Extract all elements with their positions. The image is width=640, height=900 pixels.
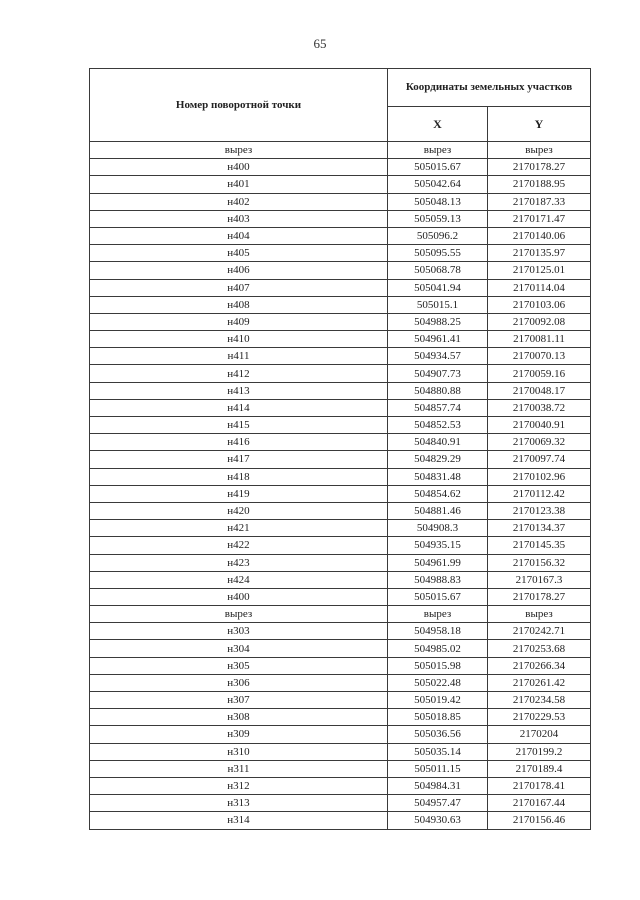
cell-y: 2170261.42 bbox=[488, 674, 591, 691]
table-row bbox=[90, 142, 591, 159]
cell-y: вырез bbox=[488, 606, 591, 623]
cell-x: 505015.67 bbox=[388, 588, 488, 605]
cell-x: 504829.29 bbox=[388, 451, 488, 468]
table-row bbox=[90, 760, 591, 777]
table-row bbox=[90, 777, 591, 794]
cell-point: н303 bbox=[90, 623, 388, 640]
cell-point: н305 bbox=[90, 657, 388, 674]
table-row bbox=[90, 331, 591, 348]
cell-point: н404 bbox=[90, 227, 388, 244]
cell-y: 2170145.35 bbox=[488, 537, 591, 554]
cell-point: н406 bbox=[90, 262, 388, 279]
table-row bbox=[90, 657, 591, 674]
table-row bbox=[90, 502, 591, 519]
cell-y: 2170097.74 bbox=[488, 451, 591, 468]
cell-y: 2170125.01 bbox=[488, 262, 591, 279]
cell-x: 504935.15 bbox=[388, 537, 488, 554]
cell-x: 504934.57 bbox=[388, 348, 488, 365]
cell-y: 2170199.2 bbox=[488, 743, 591, 760]
table-row bbox=[90, 795, 591, 812]
cell-y: 2170189.4 bbox=[488, 760, 591, 777]
cell-point: н309 bbox=[90, 726, 388, 743]
cell-x: 504961.41 bbox=[388, 331, 488, 348]
cell-point: н419 bbox=[90, 485, 388, 502]
cell-y: 2170048.17 bbox=[488, 382, 591, 399]
table-row bbox=[90, 262, 591, 279]
cell-point: н408 bbox=[90, 296, 388, 313]
cell-x: 504907.73 bbox=[388, 365, 488, 382]
table-row bbox=[90, 743, 591, 760]
cell-point: н304 bbox=[90, 640, 388, 657]
cell-y: 2170229.53 bbox=[488, 709, 591, 726]
table-row bbox=[90, 451, 591, 468]
cell-x: 504881.46 bbox=[388, 502, 488, 519]
cell-y: 2170070.13 bbox=[488, 348, 591, 365]
cell-x: 505015.98 bbox=[388, 657, 488, 674]
cell-point: н311 bbox=[90, 760, 388, 777]
cell-point: н314 bbox=[90, 812, 388, 829]
cell-x: вырез bbox=[388, 606, 488, 623]
cell-y: 2170134.37 bbox=[488, 520, 591, 537]
cell-y: 2170123.38 bbox=[488, 502, 591, 519]
cell-point: н415 bbox=[90, 417, 388, 434]
cell-point: н411 bbox=[90, 348, 388, 365]
cell-y: 2170167.3 bbox=[488, 571, 591, 588]
table-row bbox=[90, 554, 591, 571]
cell-point: н418 bbox=[90, 468, 388, 485]
cell-y: 2170069.32 bbox=[488, 434, 591, 451]
table-row bbox=[90, 588, 591, 605]
table-row bbox=[90, 709, 591, 726]
table-row bbox=[90, 468, 591, 485]
cell-point: н410 bbox=[90, 331, 388, 348]
page-number: 65 bbox=[313, 36, 327, 51]
cell-y: 2170178.27 bbox=[488, 159, 591, 176]
header-y: Y bbox=[488, 106, 591, 142]
cell-y: 2170102.96 bbox=[488, 468, 591, 485]
cell-point: н420 bbox=[90, 502, 388, 519]
cell-x: 505036.56 bbox=[388, 726, 488, 743]
cell-x: 505059.13 bbox=[388, 210, 488, 227]
header-x: X bbox=[388, 106, 488, 142]
table-row bbox=[90, 296, 591, 313]
table-row bbox=[90, 382, 591, 399]
cell-y: 2170112.42 bbox=[488, 485, 591, 502]
cell-x: вырез bbox=[388, 142, 488, 159]
cell-x: 505095.55 bbox=[388, 245, 488, 262]
table-row bbox=[90, 434, 591, 451]
cell-point: н405 bbox=[90, 245, 388, 262]
cell-point: вырез bbox=[90, 606, 388, 623]
table-row bbox=[90, 159, 591, 176]
table-row bbox=[90, 313, 591, 330]
table-row bbox=[90, 176, 591, 193]
cell-y: 2170234.58 bbox=[488, 692, 591, 709]
cell-y: 2170171.47 bbox=[488, 210, 591, 227]
cell-x: 505015.1 bbox=[388, 296, 488, 313]
cell-x: 504988.25 bbox=[388, 313, 488, 330]
table-row bbox=[90, 417, 591, 434]
cell-y: 2170114.04 bbox=[488, 279, 591, 296]
coordinates-table bbox=[89, 68, 591, 830]
cell-y: 2170242.71 bbox=[488, 623, 591, 640]
cell-y: 2170187.33 bbox=[488, 193, 591, 210]
cell-point: н412 bbox=[90, 365, 388, 382]
table-row bbox=[90, 279, 591, 296]
table-row bbox=[90, 227, 591, 244]
header-coordinates: Координаты земельных участков bbox=[388, 69, 591, 107]
cell-x: 504988.83 bbox=[388, 571, 488, 588]
cell-point: н413 bbox=[90, 382, 388, 399]
cell-y: 2170204 bbox=[488, 726, 591, 743]
cell-x: 504985.02 bbox=[388, 640, 488, 657]
cell-x: 504831.48 bbox=[388, 468, 488, 485]
cell-x: 504984.31 bbox=[388, 777, 488, 794]
cell-y: 2170156.46 bbox=[488, 812, 591, 829]
cell-y: 2170059.16 bbox=[488, 365, 591, 382]
cell-point: н307 bbox=[90, 692, 388, 709]
table-row bbox=[90, 365, 591, 382]
cell-point: н423 bbox=[90, 554, 388, 571]
cell-x: 504840.91 bbox=[388, 434, 488, 451]
cell-x: 504908.3 bbox=[388, 520, 488, 537]
cell-y: 2170081.11 bbox=[488, 331, 591, 348]
cell-x: 504857.74 bbox=[388, 399, 488, 416]
cell-y: 2170266.34 bbox=[488, 657, 591, 674]
cell-point: н409 bbox=[90, 313, 388, 330]
table-row bbox=[90, 571, 591, 588]
cell-y: 2170092.08 bbox=[488, 313, 591, 330]
table-row bbox=[90, 674, 591, 691]
cell-point: н407 bbox=[90, 279, 388, 296]
cell-point: н416 bbox=[90, 434, 388, 451]
cell-y: 2170135.97 bbox=[488, 245, 591, 262]
cell-y: 2170188.95 bbox=[488, 176, 591, 193]
header-point-number: Номер поворотной точки bbox=[90, 69, 388, 142]
cell-x: 504961.99 bbox=[388, 554, 488, 571]
cell-point: н421 bbox=[90, 520, 388, 537]
cell-x: 504930.63 bbox=[388, 812, 488, 829]
table-row bbox=[90, 245, 591, 262]
cell-point: н401 bbox=[90, 176, 388, 193]
cell-point: н310 bbox=[90, 743, 388, 760]
table-row bbox=[90, 485, 591, 502]
cell-y: 2170178.27 bbox=[488, 588, 591, 605]
cell-point: н402 bbox=[90, 193, 388, 210]
table-row bbox=[90, 399, 591, 416]
cell-y: 2170156.32 bbox=[488, 554, 591, 571]
table-row bbox=[90, 193, 591, 210]
cell-point: н422 bbox=[90, 537, 388, 554]
table-row bbox=[90, 623, 591, 640]
cell-point: н313 bbox=[90, 795, 388, 812]
table-row bbox=[90, 520, 591, 537]
cell-x: 505018.85 bbox=[388, 709, 488, 726]
cell-point: н424 bbox=[90, 571, 388, 588]
cell-x: 504854.62 bbox=[388, 485, 488, 502]
cell-x: 505022.48 bbox=[388, 674, 488, 691]
cell-x: 505035.14 bbox=[388, 743, 488, 760]
cell-point: н400 bbox=[90, 588, 388, 605]
cell-x: 505068.78 bbox=[388, 262, 488, 279]
table-row bbox=[90, 606, 591, 623]
cell-y: вырез bbox=[488, 142, 591, 159]
cell-x: 504880.88 bbox=[388, 382, 488, 399]
table-row bbox=[90, 537, 591, 554]
table-row bbox=[90, 210, 591, 227]
cell-y: 2170178.41 bbox=[488, 777, 591, 794]
cell-point: н308 bbox=[90, 709, 388, 726]
cell-x: 504852.53 bbox=[388, 417, 488, 434]
table-body bbox=[90, 142, 591, 830]
cell-x: 504957.47 bbox=[388, 795, 488, 812]
cell-x: 505096.2 bbox=[388, 227, 488, 244]
cell-point: н312 bbox=[90, 777, 388, 794]
cell-x: 505015.67 bbox=[388, 159, 488, 176]
cell-x: 505042.64 bbox=[388, 176, 488, 193]
cell-point: н306 bbox=[90, 674, 388, 691]
cell-y: 2170040.91 bbox=[488, 417, 591, 434]
cell-y: 2170038.72 bbox=[488, 399, 591, 416]
cell-point: н400 bbox=[90, 159, 388, 176]
cell-y: 2170103.06 bbox=[488, 296, 591, 313]
cell-y: 2170253.68 bbox=[488, 640, 591, 657]
cell-x: 505048.13 bbox=[388, 193, 488, 210]
table-row bbox=[90, 348, 591, 365]
cell-x: 505019.42 bbox=[388, 692, 488, 709]
cell-x: 505041.94 bbox=[388, 279, 488, 296]
cell-y: 2170140.06 bbox=[488, 227, 591, 244]
table-row bbox=[90, 812, 591, 829]
table-row bbox=[90, 640, 591, 657]
cell-x: 505011.15 bbox=[388, 760, 488, 777]
cell-point: вырез bbox=[90, 142, 388, 159]
cell-y: 2170167.44 bbox=[488, 795, 591, 812]
cell-x: 504958.18 bbox=[388, 623, 488, 640]
cell-point: н403 bbox=[90, 210, 388, 227]
cell-point: н417 bbox=[90, 451, 388, 468]
table-row bbox=[90, 726, 591, 743]
table-row bbox=[90, 692, 591, 709]
cell-point: н414 bbox=[90, 399, 388, 416]
